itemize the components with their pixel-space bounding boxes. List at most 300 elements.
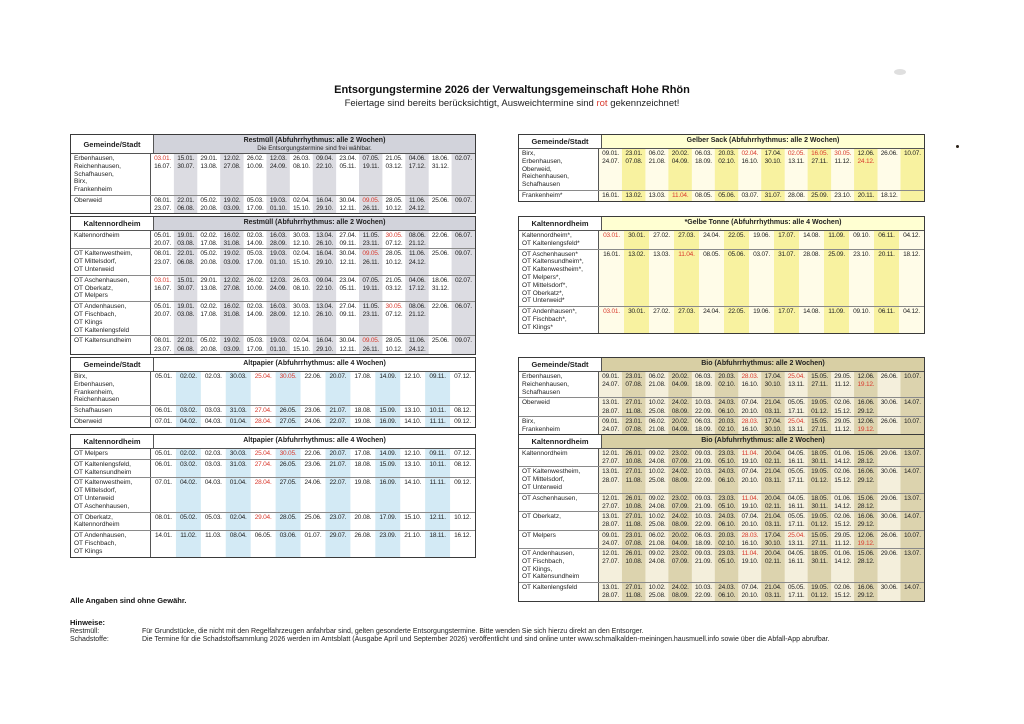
date: 22.09.	[695, 407, 712, 415]
date: 07.01.	[155, 479, 172, 487]
date: 20.11.	[878, 250, 895, 258]
location-name: OT Andenhausen,	[522, 550, 575, 558]
date: 22.07.	[329, 479, 347, 487]
date: 10.11.	[429, 407, 446, 415]
date: 19.10.	[741, 503, 759, 510]
table-title	[602, 358, 924, 371]
location-name: OT Melpers	[74, 450, 108, 457]
date: 05.03.	[246, 250, 264, 258]
date: 19.06.	[753, 232, 770, 239]
date: 15.06.	[857, 494, 875, 502]
date: 10.08.	[625, 558, 643, 566]
date: 02.03.	[246, 303, 264, 311]
date-alternate: 27.04.	[254, 460, 272, 468]
date: 20.07.	[329, 450, 347, 457]
dates-cell	[151, 406, 475, 416]
date: 24.12.	[408, 345, 426, 353]
date: 13.07.	[903, 494, 921, 502]
location-name: Oberweid,	[522, 165, 552, 173]
date: 13.11.	[788, 426, 805, 433]
table-restmuell-gemeinde	[70, 134, 476, 214]
date: 16.02.	[223, 232, 241, 239]
date: 29.10.	[316, 345, 333, 353]
date: 19.03.	[269, 196, 287, 204]
date: 25.06.	[431, 250, 449, 258]
date: 03.06.	[279, 532, 297, 540]
date: 10.11.	[429, 460, 446, 468]
date: 07.04.	[741, 584, 759, 592]
date: 20.07.	[154, 240, 171, 248]
schedule-row	[519, 548, 924, 582]
location-cell	[519, 250, 599, 307]
date: 15.10.	[292, 258, 310, 266]
date: 21.04.	[764, 584, 782, 592]
date: 27.07.	[602, 458, 620, 466]
schedule-row	[71, 154, 475, 195]
location-cell	[71, 460, 151, 478]
dates-cell	[151, 513, 475, 531]
date: 17.11.	[788, 521, 805, 529]
date: 24.04.	[703, 232, 720, 239]
date: 20.07.	[329, 373, 347, 380]
date: 24.08.	[648, 503, 666, 510]
date: 29.06.	[880, 494, 898, 502]
date: 24.07.	[602, 158, 620, 166]
date: 24.08.	[648, 558, 666, 566]
date: 31.08.	[223, 240, 241, 248]
date: 27.03.	[678, 232, 695, 239]
date: 06.02.	[648, 417, 666, 425]
date: 28.05.	[279, 513, 297, 521]
location-name: OT Kaltenwestheim,	[74, 479, 133, 487]
date: 12.06.	[857, 373, 875, 380]
location-name: OT Mittelsdorf,	[74, 487, 117, 495]
date: 21.08.	[648, 158, 666, 166]
date: 20.10.	[741, 521, 759, 529]
date: 28.05.	[385, 250, 403, 258]
date: 13.11.	[788, 381, 805, 389]
schedule-row	[71, 405, 475, 416]
location-name: Birx,	[522, 417, 535, 425]
date: 01.12.	[811, 407, 828, 415]
dates-cell	[151, 336, 475, 353]
date: 17.11.	[788, 407, 805, 415]
date: 24.03.	[718, 513, 736, 521]
date: 08.09.	[671, 476, 689, 484]
date: 15.05.	[811, 417, 828, 425]
date: 28.08.	[787, 191, 805, 199]
location-cell	[71, 196, 151, 213]
date: 30.03.	[229, 450, 247, 457]
date: 21.12.	[408, 240, 426, 248]
date-alternate: 29.04.	[254, 513, 272, 521]
date: 17.08.	[200, 240, 218, 248]
date: 14.09.	[246, 240, 264, 248]
location-name: Schafhausen,	[74, 170, 114, 178]
date: 24.08.	[648, 458, 666, 466]
date-alternate: 11.04.	[678, 250, 695, 258]
date: 14.07.	[903, 584, 921, 592]
date: 16.11.	[788, 503, 805, 510]
date: 20.03.	[718, 417, 736, 425]
date: 02.06.	[834, 468, 852, 476]
date: 06.02.	[648, 150, 666, 157]
date: 15.10.	[292, 345, 310, 353]
table-header	[71, 435, 475, 449]
schedule-row	[71, 248, 475, 274]
date: 23.01.	[625, 150, 643, 157]
date: 19.05.	[811, 468, 828, 476]
date: 24.02.	[671, 468, 689, 476]
date: 04.06.	[408, 155, 426, 162]
date: 21.05.	[385, 276, 403, 284]
date: 27.11.	[811, 158, 828, 166]
date: 06.07.	[454, 232, 472, 239]
date: 16.06.	[857, 468, 875, 476]
date: 01.04.	[229, 479, 247, 487]
date: 06.08.	[177, 258, 195, 266]
date: 14.09.	[246, 311, 264, 319]
date: 16.06.	[857, 399, 875, 407]
location-name: OT Aschenhausen*	[522, 250, 578, 258]
date-alternate: 09.05.	[362, 196, 380, 204]
date: 06.11.	[878, 232, 895, 239]
date: 11.12.	[834, 539, 851, 547]
date: 23.02.	[671, 550, 689, 558]
date: 13.08.	[200, 163, 218, 171]
date: 02.10.	[718, 426, 736, 433]
date: 23.06.	[304, 460, 322, 468]
date: 19.06.	[753, 308, 770, 316]
date-alternate: 30.05.	[279, 373, 297, 380]
schedule-row	[71, 335, 475, 353]
location-name: OT Kaltenlengsfeld	[522, 584, 578, 592]
date: 29.06.	[880, 550, 898, 558]
subtitle-red-word: rot	[596, 98, 608, 109]
date: 27.05.	[279, 417, 297, 425]
date: 05.01.	[154, 232, 171, 239]
date-alternate: 11.04.	[741, 550, 759, 558]
date: 12.11.	[339, 258, 356, 266]
date: 10.03.	[695, 513, 712, 521]
date: 02.06.	[834, 513, 852, 521]
table-title	[154, 217, 475, 230]
date: 16.06.	[857, 584, 875, 592]
date: 12.11.	[339, 205, 356, 213]
date: 10.09.	[246, 163, 264, 171]
date: 06.01.	[155, 460, 172, 468]
date: 29.12.	[857, 521, 875, 529]
table-header	[519, 358, 924, 372]
date: 03.08.	[177, 240, 195, 248]
table-bio-kaltennordheim	[518, 434, 925, 602]
date: 03.02.	[179, 407, 197, 415]
date: 26.01.	[625, 550, 643, 558]
table-corner-label: Kaltennordheim	[71, 435, 154, 448]
date-alternate: 28.04.	[254, 479, 272, 487]
date: 03.11.	[764, 407, 782, 415]
date: 24.02.	[671, 584, 689, 592]
date: 14.07.	[903, 399, 921, 407]
date: 16.04.	[316, 337, 333, 345]
date: 22.07.	[329, 417, 347, 425]
date: 06.08.	[177, 205, 195, 213]
date: 31.08.	[223, 311, 241, 319]
date: 29.12.	[857, 476, 875, 484]
date: 09.12.	[454, 479, 471, 487]
date: 05.02.	[200, 196, 218, 204]
date: 06.10.	[718, 476, 736, 484]
schedule-row	[71, 301, 475, 335]
date: 17.08.	[354, 450, 372, 457]
date: 19.02.	[223, 337, 241, 345]
date-alternate: 24.12.	[857, 158, 875, 166]
location-cell	[71, 154, 151, 195]
date: 16.10.	[741, 539, 759, 547]
location-cell	[519, 149, 599, 190]
schedule-row	[519, 449, 924, 466]
date: 27.04.	[339, 232, 357, 239]
date-alternate: 11.04.	[741, 494, 759, 502]
date: 24.07.	[602, 381, 620, 389]
location-name: Kaltennordheim	[522, 450, 568, 457]
dates-cell	[599, 512, 924, 529]
date: 12.06.	[857, 150, 875, 157]
date: 03.03.	[204, 460, 222, 468]
location-cell	[71, 513, 151, 531]
date: 31.12.	[431, 285, 449, 292]
date: 04.12.	[903, 308, 920, 316]
date: 19.01.	[177, 232, 195, 239]
location-name: OT Klings,	[522, 565, 553, 573]
date: 16.10.	[741, 426, 759, 433]
date: 02.02.	[179, 450, 197, 457]
date: 25.09.	[828, 250, 845, 258]
date: 28.12.	[857, 503, 875, 510]
date: 19.08.	[354, 479, 372, 487]
location-name: OT Kaltensundheim	[74, 468, 132, 476]
date: 27.11.	[811, 539, 828, 547]
date: 04.03.	[204, 479, 222, 487]
date: 07.08.	[625, 539, 643, 547]
date: 03.09.	[223, 205, 241, 213]
table-corner-label: Kaltennordheim	[519, 217, 602, 230]
date: 15.09.	[379, 460, 397, 468]
table-title-text: Restmüll (Abfuhrrhythmus: alle 2 Wochen)	[243, 219, 386, 226]
location-name: OT Kaltensundheim	[522, 573, 580, 581]
date: 22.01.	[177, 250, 195, 258]
date: 18.09.	[695, 381, 712, 389]
date: 14.07.	[903, 468, 921, 476]
date: 26.06.	[880, 373, 898, 380]
date: 25.06.	[431, 196, 449, 204]
date: 27.02.	[653, 232, 670, 239]
date: 15.01.	[177, 276, 195, 284]
date: 10.07.	[903, 373, 921, 380]
date: 24.04.	[703, 308, 720, 316]
date: 08.09.	[671, 521, 689, 529]
date: 11.03.	[205, 532, 222, 540]
date: 13.02.	[628, 250, 645, 258]
schedule-row	[71, 512, 475, 531]
date: 18.05.	[811, 450, 828, 457]
date: 02.10.	[718, 158, 736, 166]
date: 11.11.	[429, 417, 446, 425]
date: 29.10.	[316, 258, 333, 266]
date: 02.10.	[718, 539, 736, 547]
date: 09.12.	[454, 417, 471, 425]
date: 24.03.	[718, 584, 736, 592]
location-name: OT Mittelsdorf,	[74, 258, 117, 266]
location-name: Birx,	[522, 150, 535, 157]
schedule-row	[71, 477, 475, 511]
date: 12.03.	[269, 155, 287, 162]
table-title	[154, 358, 475, 371]
schedule-row	[519, 372, 924, 397]
location-name: Erbenhausen,	[522, 157, 563, 165]
date: 13.03.	[653, 250, 670, 258]
location-name: OT Aschenhausen,	[522, 494, 578, 502]
date: 26.05.	[279, 460, 297, 468]
date-alternate: 11.04.	[672, 191, 689, 199]
date: 27.08.	[223, 285, 241, 292]
date: 23.01.	[625, 373, 643, 380]
date: 25.08.	[648, 521, 666, 529]
date: 06.10.	[718, 521, 736, 529]
date: 14.09.	[379, 373, 397, 380]
date: 14.12.	[834, 458, 852, 466]
date: 05.06.	[728, 250, 745, 258]
location-cell	[71, 276, 151, 301]
date-alternate: 19.12.	[857, 381, 875, 389]
table-header	[71, 217, 475, 231]
location-name: OT Kaltenwestheim,	[522, 468, 581, 476]
date-alternate: 09.05.	[362, 337, 380, 345]
dates-cell	[151, 417, 475, 427]
location-name: OT Fischbach*,	[522, 315, 567, 323]
hint-text: Die Termine für die Schadstoffsammlung 2026 werden im Amtsblatt (Ausgabe April und September 2026) veröffentlicht und sind online unter www.schmalkalden-meiningen.hausmuell.info sowie über die Abfall-App abrufbar.	[142, 636, 830, 643]
date: 10.08.	[625, 458, 643, 466]
date: 13.10.	[404, 407, 422, 415]
date: 08.12.	[454, 460, 471, 468]
table-header	[519, 135, 924, 149]
date: 06.02.	[648, 531, 666, 539]
date: 27.08.	[223, 163, 241, 171]
footer	[70, 596, 960, 643]
date: 22.05.	[728, 232, 745, 239]
date: 09.07.	[454, 250, 472, 258]
table-title-text: *Gelbe Tonne (Abfuhrrhythmus: alle 4 Wochen)	[684, 219, 842, 226]
date: 20.02.	[671, 373, 689, 380]
date: 10.12.	[454, 513, 471, 521]
date-alternate: 19.12.	[857, 539, 875, 547]
date: 23.07.	[154, 205, 171, 213]
date: 08.12.	[454, 407, 471, 415]
location-name: OT Unterweid	[74, 266, 114, 273]
subtitle-text-end: gekennzeichnet!	[607, 98, 680, 109]
date: 20.02.	[671, 150, 689, 157]
location-cell	[519, 512, 599, 529]
location-name: Reichenhausen,	[522, 173, 569, 181]
date: 24.06.	[304, 417, 322, 425]
date: 28.09.	[269, 240, 287, 248]
location-cell	[71, 406, 151, 416]
location-name: OT Oberkatz,	[522, 513, 561, 521]
date: 05.01.	[155, 450, 172, 457]
date: 22.06.	[431, 232, 449, 239]
date: 13.01.	[602, 513, 620, 521]
date: 10.09.	[246, 285, 264, 292]
date: 01.06.	[834, 550, 852, 558]
date: 15.01.	[177, 155, 195, 162]
date: 20.03.	[718, 531, 736, 539]
date: 20.08.	[354, 513, 372, 521]
date: 09.07.	[454, 196, 472, 204]
date: 19.01.	[177, 303, 195, 311]
date: 14.08.	[803, 308, 820, 316]
date: 20.03.	[718, 150, 736, 157]
date: 23.02.	[671, 494, 689, 502]
date: 20.10.	[741, 592, 759, 600]
location-name: Frankenheim*	[522, 191, 563, 199]
date: 19.05.	[811, 399, 828, 407]
table-header	[71, 135, 475, 154]
date: 26.08.	[354, 532, 372, 540]
table-restmuell-kaltennordheim	[70, 216, 476, 355]
date-alternate: 25.04.	[787, 531, 805, 539]
date: 19.05.	[811, 513, 828, 521]
date: 17.12.	[408, 285, 426, 292]
date: 09.04.	[316, 276, 333, 284]
date: 30.10.	[764, 158, 782, 166]
date: 19.03.	[269, 337, 287, 345]
date: 06.03.	[695, 417, 712, 425]
date: 26.02.	[246, 276, 264, 284]
date: 28.09.	[269, 311, 287, 319]
location-name: OT Andenhausen,	[74, 303, 127, 311]
date: 17.04.	[764, 417, 782, 425]
date: 08.10.	[292, 285, 310, 292]
date: 01.06.	[834, 494, 852, 502]
date: 12.01.	[602, 494, 620, 502]
date: 05.02.	[200, 337, 218, 345]
date: 01.12.	[811, 592, 828, 600]
location-name: Birx,	[74, 373, 87, 380]
table-title	[154, 135, 475, 153]
date-alternate: 25.04.	[254, 373, 272, 380]
date: 17.09.	[379, 513, 397, 521]
date: 01.07.	[304, 532, 322, 540]
date: 13.08.	[200, 285, 218, 292]
location-name: OT Kaltenwestheim,	[74, 250, 133, 258]
date: 02.04.	[229, 513, 247, 521]
date: 30.07.	[177, 163, 195, 171]
date: 11.05.	[362, 303, 380, 311]
date: 09.07.	[454, 337, 472, 345]
date: 06.03.	[695, 531, 712, 539]
date: 12.10.	[292, 311, 310, 319]
date: 30.10.	[764, 426, 782, 433]
date: 15.09.	[379, 407, 397, 415]
schedule-row	[519, 530, 924, 548]
date: 07.12.	[385, 311, 403, 319]
date: 19.03.	[269, 250, 287, 258]
date: 02.11.	[764, 503, 782, 510]
date: 21.07.	[329, 407, 347, 415]
date: 25.08.	[648, 476, 666, 484]
date: 16.01.	[602, 191, 620, 199]
location-name: Oberweid	[74, 417, 102, 425]
